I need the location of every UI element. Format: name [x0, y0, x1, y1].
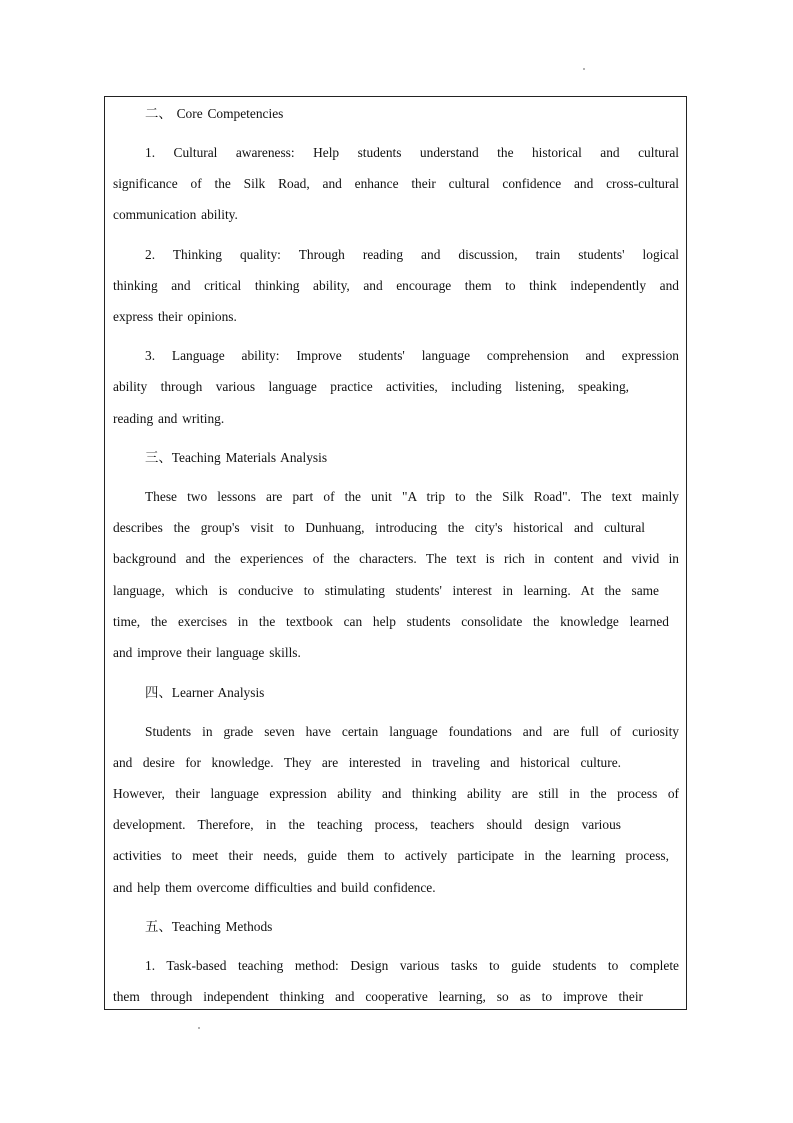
paragraph-line: significance of the Silk Road, and enhance their cultural confidence and cross-cultural: [113, 176, 679, 191]
paragraph-line: language, which is conducive to stimulating students' interest in learning. At the same: [113, 583, 659, 598]
paragraph-line: However, their language expression ability and thinking ability are still in the process of: [113, 786, 679, 801]
paragraph-line: and improve their language skills.: [113, 645, 301, 660]
paragraph-line: Students in grade seven have certain language foundations and are full of curiosity: [145, 724, 679, 739]
paragraph-line: them through independent thinking and cooperative learning, so as to improve their: [113, 989, 643, 1004]
scan-speck: [198, 1027, 200, 1029]
paragraph-line: development. Therefore, in the teaching process, teachers should design various: [113, 817, 621, 832]
paragraph-line: communication ability.: [113, 207, 238, 222]
paragraph-line: 1. Task-based teaching method: Design various tasks to guide students to complete: [145, 958, 679, 973]
paragraph-line: time, the exercises in the textbook can help students consolidate the knowledge learned: [113, 614, 669, 629]
paragraph-line: reading and writing.: [113, 411, 225, 426]
paragraph-line: 1. Cultural awareness: Help students understand the historical and cultural: [145, 145, 679, 160]
paragraph-line: These two lessons are part of the unit "A trip to the Silk Road". The text mainly: [145, 489, 679, 504]
paragraph-line: activities to meet their needs, guide them to actively participate in the learning process,: [113, 848, 669, 863]
paragraph-line: ability through various language practice activities, including listening, speaking,: [113, 379, 629, 394]
paragraph-line: 3. Language ability: Improve students' language comprehension and expression: [145, 348, 679, 363]
paragraph-line: describes the group's visit to Dunhuang, introducing the city's historical and cultural: [113, 520, 645, 535]
paragraph-line: background and the experiences of the characters. The text is rich in content and vivid in: [113, 551, 679, 566]
paragraph-line: thinking and critical thinking ability, and encourage them to think independently and: [113, 278, 679, 293]
section-heading-learner-analysis: 四、Learner Analysis: [145, 685, 265, 700]
document-table-frame: [104, 96, 687, 1010]
section-heading-teaching-methods: 五、Teaching Methods: [145, 919, 273, 934]
paragraph-line: and desire for knowledge. They are interested in traveling and historical culture.: [113, 755, 621, 770]
scan-speck: [583, 68, 585, 70]
paragraph-line: express their opinions.: [113, 309, 237, 324]
section-heading-core-competencies: 二、 Core Competencies: [145, 106, 284, 121]
section-heading-teaching-materials: 三、Teaching Materials Analysis: [145, 450, 328, 465]
paragraph-line: and help them overcome difficulties and build confidence.: [113, 880, 436, 895]
paragraph-line: 2. Thinking quality: Through reading and discussion, train students' logical: [145, 247, 679, 262]
